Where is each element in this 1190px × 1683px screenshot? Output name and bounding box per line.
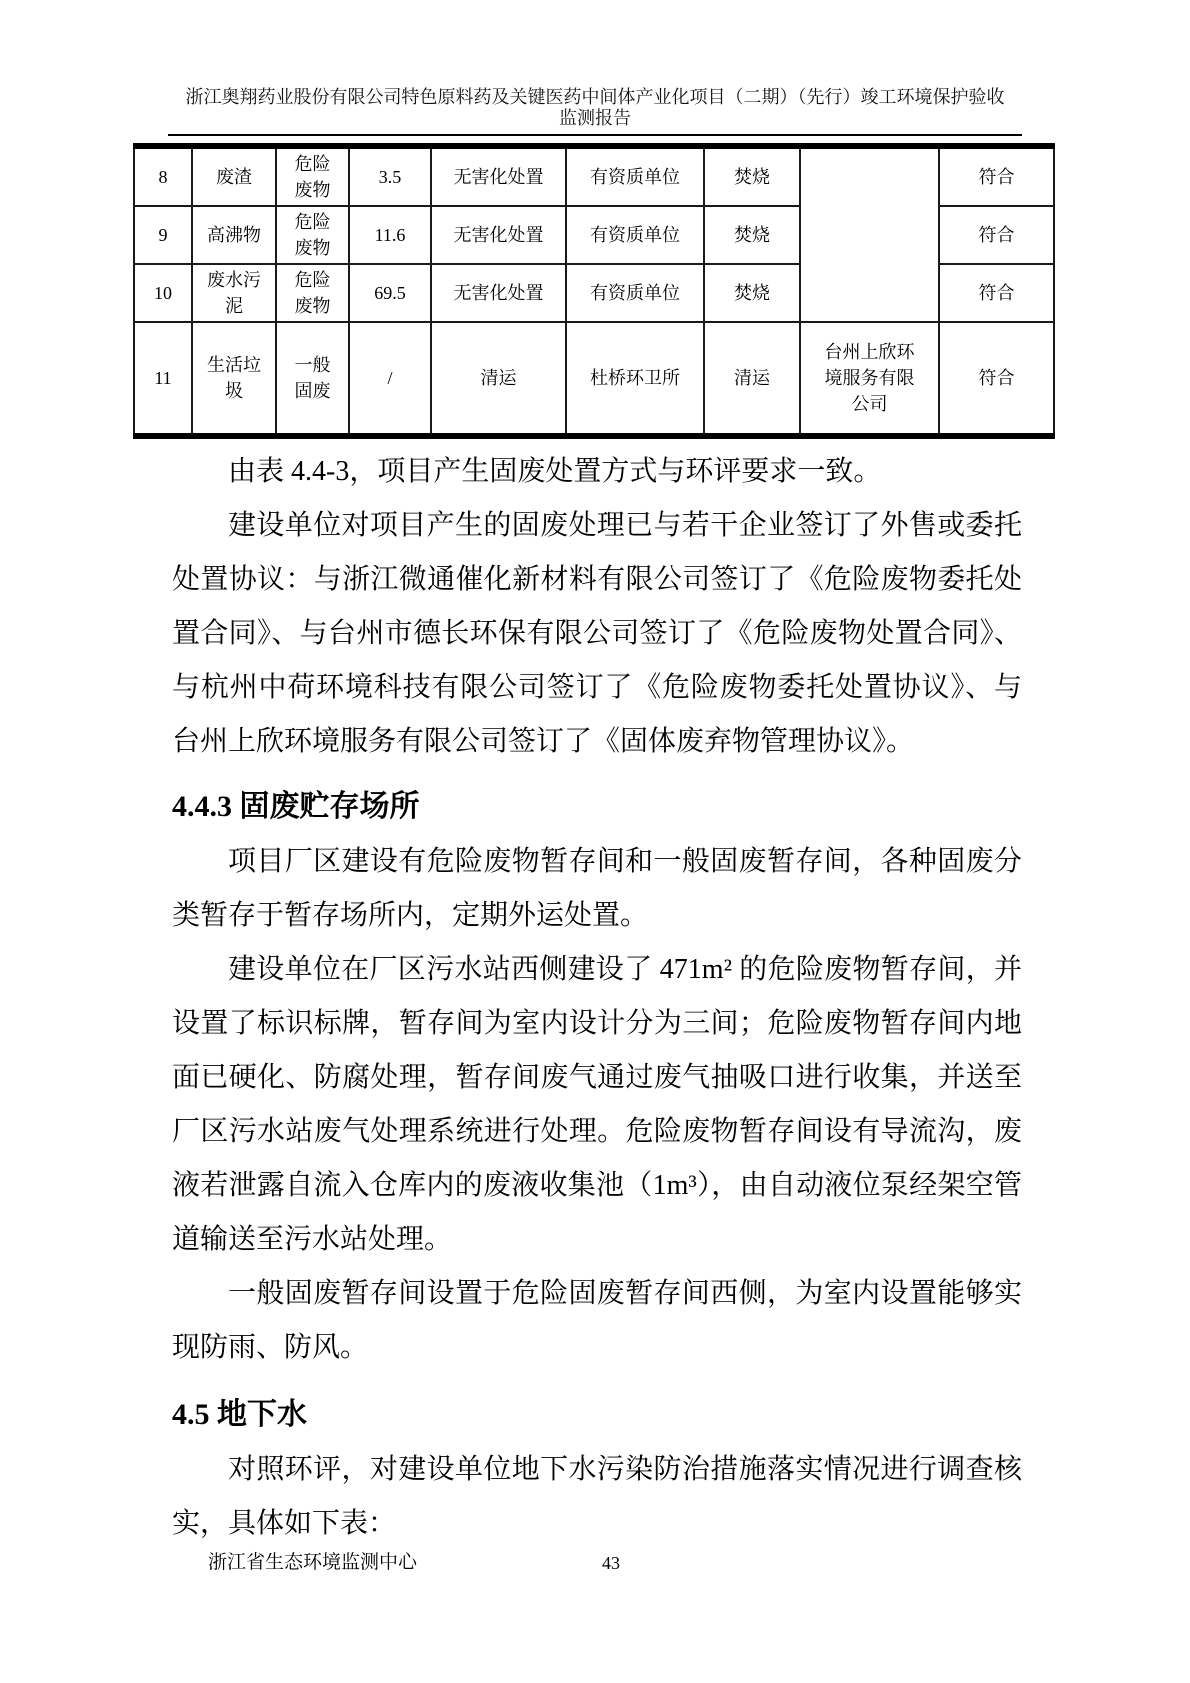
cell-no: 9 (134, 206, 192, 264)
cell-method: 清运 (704, 322, 800, 436)
section-heading-4-4-3: 4.4.3 固废贮存场所 (172, 790, 420, 823)
footer-organization: 浙江省生态环境监测中心 (208, 1552, 418, 1573)
cell-quantity: 11.6 (349, 206, 431, 264)
cell-company: 台州上欣环境服务有限公司 (800, 322, 939, 436)
cell-waste-category: 危险废物 (276, 146, 349, 206)
cell-disposal: 无害化处置 (431, 146, 566, 206)
cell-method: 焚烧 (704, 264, 800, 322)
section-heading-4-5: 4.5 地下水 (172, 1398, 307, 1431)
body-content (172, 445, 1022, 1551)
cell-waste-name: 废渣 (192, 146, 276, 206)
header-title-line2: 监测报告 (559, 108, 631, 128)
paragraph-disposal-agreements: 建设单位对项目产生的固废处理已与若干企业签订了外售或委托处置协议：与浙江微通催化新材料有限公司签订了《危险废物委托处置合同》、与台州市德长环保有限公司签订了《危险废物处置合同》、与杭州中荷环境科技有限公司签订了《危险废物委托处置协议》、与台州上欣环境服务有限公司签订了《固体废弃物管理协议》。 (172, 510, 1022, 757)
cell-disposal: 无害化处置 (431, 206, 566, 264)
cell-quantity: / (349, 322, 431, 436)
cell-unit: 杜桥环卫所 (566, 322, 704, 436)
cell-no: 10 (134, 264, 192, 322)
cell-conclusion: 符合 (939, 322, 1054, 436)
paragraph-general-storage-room: 一般固废暂存间设置于危险固废暂存间西侧，为室内设置能够实现防雨、防风。 (172, 1278, 1022, 1363)
table-row (134, 146, 1054, 206)
cell-disposal: 无害化处置 (431, 264, 566, 322)
cell-no: 8 (134, 146, 192, 206)
page-header (168, 0, 1022, 136)
cell-conclusion: 符合 (939, 206, 1054, 264)
cell-quantity: 69.5 (349, 264, 431, 322)
cell-unit: 有资质单位 (566, 264, 704, 322)
paragraph-hazardous-storage-room: 建设单位在厂区污水站西侧建设了 471m² 的危险废物暂存间，并设置了标识标牌，暂存间为室内设计分为三间；危险废物暂存间内地面已硬化、防腐处理，暂存间废气通过废气抽吸口进行收集，并送至厂区污水站废气处理系统进行处理。危险废物暂存间设有导流沟，废液若泄露自流入仓库内的废液收集池（1m³），由自动液位泵经架空管道输送至污水站处理。 (172, 954, 1022, 1255)
footer-page-number: 43 (602, 1553, 620, 1573)
cell-company-merged (800, 146, 939, 322)
cell-method: 焚烧 (704, 206, 800, 264)
waste-disposal-table (133, 143, 1055, 439)
cell-unit: 有资质单位 (566, 146, 704, 206)
cell-method: 焚烧 (704, 146, 800, 206)
header-title-line1: 浙江奥翔药业股份有限公司特色原料药及关键医药中间体产业化项目（二期）（先行）竣工环境保护验收 (185, 87, 1005, 107)
cell-waste-category: 一般固废 (276, 322, 349, 436)
cell-waste-category: 危险废物 (276, 206, 349, 264)
paragraph-storage-overview: 项目厂区建设有危险废物暂存间和一般固废暂存间，各种固废分类暂存于暂存场所内，定期外运处置。 (172, 846, 1022, 931)
cell-no: 11 (134, 322, 192, 436)
cell-waste-category: 危险废物 (276, 264, 349, 322)
cell-conclusion: 符合 (939, 146, 1054, 206)
paragraph-groundwater-intro: 对照环评，对建设单位地下水污染防治措施落实情况进行调查核实，具体如下表： (172, 1454, 1022, 1539)
cell-conclusion: 符合 (939, 264, 1054, 322)
cell-waste-name: 高沸物 (192, 206, 276, 264)
table-row (134, 322, 1054, 436)
cell-waste-name: 废水污泥 (192, 264, 276, 322)
cell-disposal: 清运 (431, 322, 566, 436)
cell-waste-name: 生活垃圾 (192, 322, 276, 436)
paragraph-table-conclusion: 由表 4.4-3，项目产生固废处置方式与环评要求一致。 (228, 456, 882, 487)
cell-quantity: 3.5 (349, 146, 431, 206)
cell-unit: 有资质单位 (566, 206, 704, 264)
